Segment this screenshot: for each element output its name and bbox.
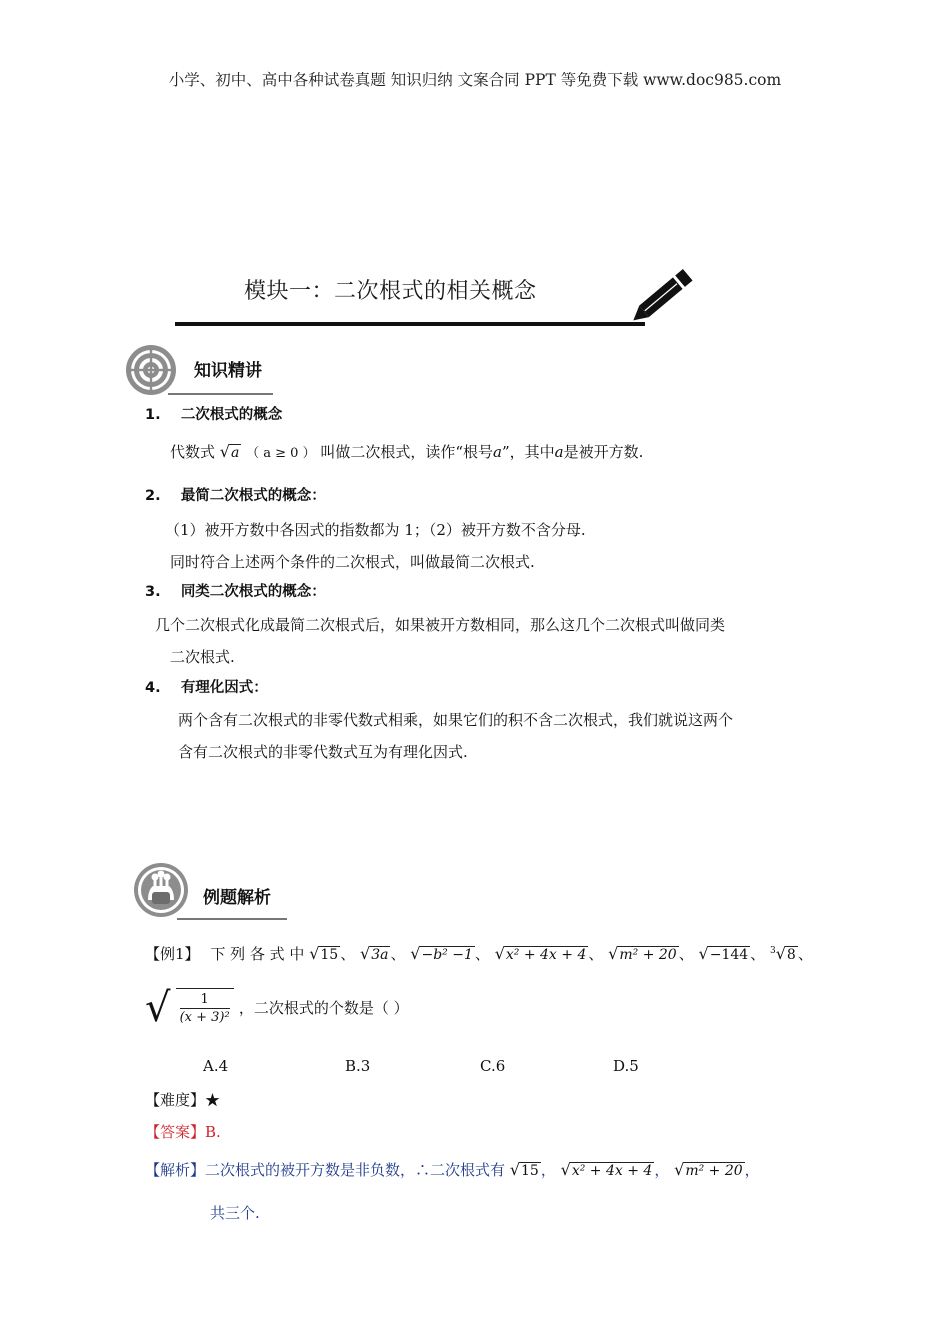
radical-x2-4x-4: x² + 4x + 4	[505, 947, 587, 963]
item-4-line-1: 两个含有二次根式的非零代数式相乘，如果它们的积不含二次根式，我们就说这两个	[178, 711, 734, 729]
radical-sign: √	[608, 944, 619, 963]
separator: 、	[797, 945, 813, 963]
module-title: 模块一：二次根式的相关概念	[244, 279, 537, 304]
analysis-radical-15: 15	[521, 1163, 539, 1179]
item-4-title: 有理化因式：	[180, 680, 268, 696]
option-b: B.3	[345, 1057, 371, 1075]
item-4-number: 4.	[145, 680, 161, 696]
item-1-text-b: 叫做二次根式，读作“根号	[320, 443, 494, 461]
separator: 、	[390, 945, 406, 963]
var-a: a	[493, 443, 502, 461]
fraction-numerator: 1	[180, 991, 230, 1009]
target-icon	[125, 344, 177, 396]
item-2-line-1: （1）被开方数中各因式的指数都为 1；（2）被开方数不含分母.	[165, 521, 586, 539]
difficulty-tag: 【难度】	[145, 1091, 206, 1109]
example-1-question: ，二次根式的个数是（ ）	[238, 999, 409, 1017]
separator: 、	[474, 945, 490, 963]
item-2-heading	[145, 486, 326, 506]
analysis-radical-m2: m² + 20	[685, 1163, 743, 1179]
item-2-title: 最简二次根式的概念：	[180, 488, 326, 504]
example-1-tag: 【例1】	[145, 945, 200, 963]
cube-root-index: 3	[769, 946, 776, 956]
example-1-line-1	[145, 941, 813, 964]
separator: 、	[340, 945, 356, 963]
item-3-number: 3.	[145, 584, 161, 600]
item-1-title: 二次根式的概念	[180, 407, 283, 423]
answer-tag: 【答案】	[145, 1123, 206, 1141]
analysis-tag: 【解析】	[145, 1161, 206, 1179]
radicand-a: a	[231, 445, 240, 461]
comma: ，	[540, 1161, 556, 1179]
option-d: D.5	[613, 1057, 639, 1075]
radical-sign: √	[219, 442, 230, 461]
comma: ，	[654, 1161, 670, 1179]
radical-m2-20: m² + 20	[619, 947, 677, 963]
radical-sign: √	[509, 1160, 521, 1179]
item-2-line-2: 同时符合上述两个条件的二次根式，叫做最简二次根式.	[170, 553, 535, 571]
pencil-icon	[625, 262, 700, 332]
analysis-line-1	[145, 1160, 760, 1180]
item-1-text-a: 代数式	[170, 443, 216, 461]
examples-label: 例题解析	[203, 888, 271, 908]
option-c: C.6	[480, 1057, 506, 1075]
examples-underbar	[177, 918, 287, 920]
item-1-heading	[145, 405, 282, 425]
item-4-line-2: 含有二次根式的非零代数式互为有理化因式.	[178, 743, 468, 761]
analysis-line-2: 共三个.	[210, 1204, 260, 1222]
radical-sign: √	[309, 944, 320, 963]
radical-15: 15	[320, 947, 339, 963]
radical-sign: √	[494, 944, 505, 963]
item-1-number: 1.	[145, 407, 161, 423]
answer-value: B.	[205, 1123, 221, 1141]
separator: 、	[750, 945, 766, 963]
big-radical-sign: √	[145, 985, 171, 1031]
item-2-number: 2.	[145, 488, 161, 504]
cube-root-8: 8	[786, 947, 796, 963]
var-a-2: a	[554, 443, 564, 461]
item-3-heading	[145, 582, 326, 602]
comma: ，	[744, 1161, 760, 1179]
item-3-line-2: 二次根式.	[170, 648, 235, 666]
item-3-line-1: 几个二次根式化成最简二次根式后，如果被开方数相同，那么这几个二次根式叫做同类	[155, 616, 726, 634]
knowledge-label: 知识精讲	[194, 361, 262, 381]
answer-line	[145, 1122, 221, 1142]
knowledge-underbar	[168, 393, 273, 395]
radical-sign: √	[698, 944, 709, 963]
example-1-line-2	[145, 985, 409, 1031]
analysis-radical-x2: x² + 4x + 4	[571, 1163, 653, 1179]
page-header: 小学、初中、高中各种试卷真题 知识归纳 文案合同 PPT 等免费下载 www.doc985.com	[168, 71, 782, 89]
title-underline	[175, 322, 645, 326]
radical-sign: √	[360, 944, 371, 963]
item-3-title: 同类二次根式的概念：	[180, 584, 326, 600]
separator: 、	[588, 945, 604, 963]
fraction-denominator: (x + 3)²	[179, 1010, 230, 1025]
chess-pieces-icon	[133, 862, 189, 918]
option-a: A.4	[203, 1057, 229, 1075]
radical-sign: √	[775, 944, 786, 963]
difficulty-star: ★	[205, 1091, 221, 1109]
radical-neg-144: −144	[709, 947, 749, 963]
radical-sign: √	[674, 1160, 685, 1179]
difficulty-line	[145, 1090, 220, 1110]
item-1-text-c: ”，其中	[502, 443, 555, 461]
radical-neg-b2-minus-1: −b² −1	[421, 947, 473, 963]
radical-sign: √	[410, 944, 421, 963]
fraction	[176, 988, 234, 1028]
item-1-text-d: 是被开方数.	[563, 443, 644, 461]
example-1-lead: 下 列 各 式 中	[210, 945, 305, 963]
item-1-body	[170, 442, 643, 464]
radical-sign: √	[560, 1160, 571, 1179]
item-1-condition: （ a ≥ 0 ）	[246, 446, 316, 461]
radical-3a: 3a	[371, 947, 389, 963]
analysis-text: 二次根式的被开方数是非负数，∴二次根式有	[205, 1161, 506, 1179]
item-4-heading	[145, 678, 268, 698]
separator: 、	[678, 945, 694, 963]
